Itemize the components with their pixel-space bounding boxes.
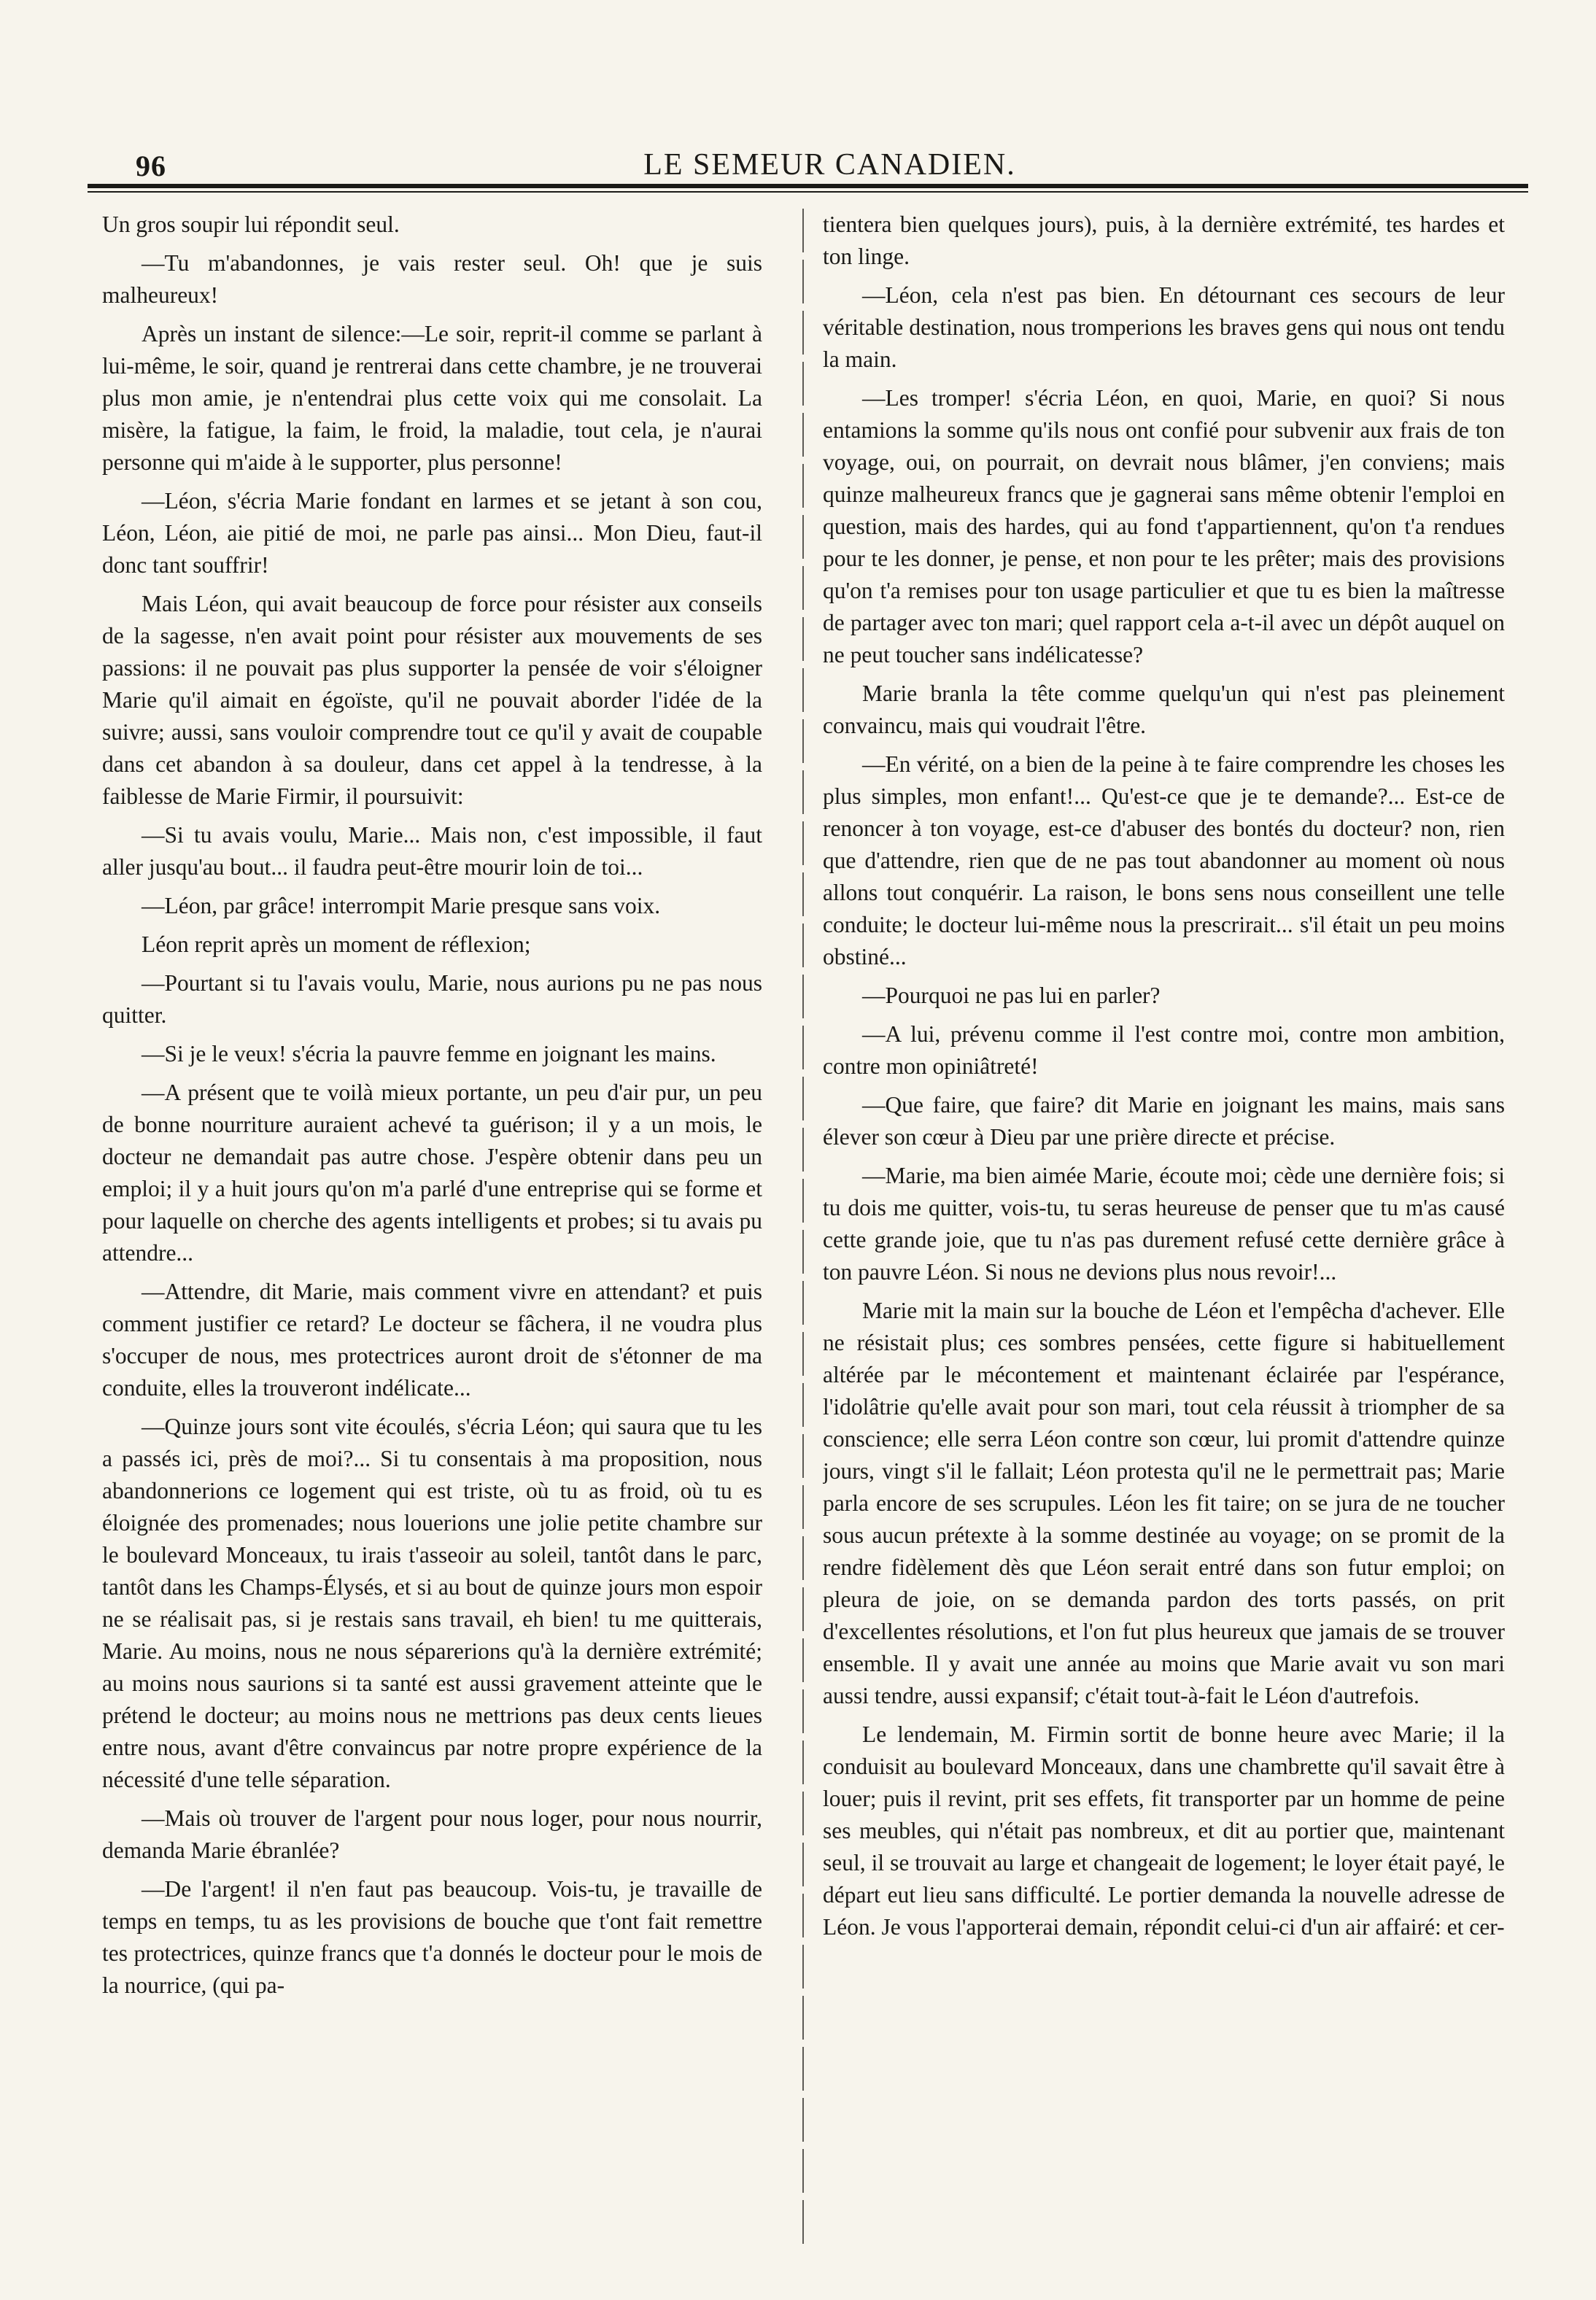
column-divider bbox=[802, 209, 804, 2251]
paragraph: —Léon, cela n'est pas bien. En détournant ces secours de leur véritable destination, nous tromperions les braves gens qui nous ont tendu la main. bbox=[823, 282, 1505, 372]
paragraph: —Les tromper! s'écria Léon, en quoi, Marie, en quoi? Si nous entamions la somme qu'ils nous ont confié pour subvenir aux frais de ton voyage, oui, on pourrait, on devrait nous blâmer, j'en conviens; mais quinze malheureux francs que je gagnerai sans même obtenir l'emploi en question, mais des hardes, qui au fond t'appartiennent, qu'on t'a rendues pour te les donner, je pense, et non pour te les prêter; mais des provisions qu'on t'a remises pour ton usage particulier et que tu es bien la maîtresse de partager avec ton mari; quel rapport cela a-t-il avec un dépôt auquel on ne peut toucher sans indélicatesse? bbox=[823, 385, 1505, 667]
paragraph: —A présent que te voilà mieux portante, un peu d'air pur, un peu de bonne nourriture auraient achevé ta guérison; il y a un mois, le docteur ne demandait pas autre chose. J'espère obtenir dans peu un emploi; il y a huit jours qu'on m'a parlé d'une entreprise qui se forme et pour laquelle on cherche des agents intelligents et probes; si tu avais pu attendre... bbox=[102, 1080, 762, 1266]
paragraph: —Que faire, que faire? dit Marie en joignant les mains, mais sans élever son cœur à Dieu par une prière directe et précise. bbox=[823, 1092, 1505, 1150]
paragraph: —Si je le veux! s'écria la pauvre femme en joignant les mains. bbox=[142, 1041, 716, 1066]
paragraph: —Léon, s'écria Marie fondant en larmes et se jetant à son cou, Léon, Léon, aie pitié de moi, ne parle pas ainsi... Mon Dieu, faut-il donc tant souffrir! bbox=[102, 488, 762, 578]
paragraph: Marie mit la main sur la bouche de Léon et l'empêcha d'achever. Elle ne résistait plus; ces sombres pensées, cette figure si habituellement altérée par le mécontement et maintenant éclairée par l'espérance, l'idolâtrie qu'elle avait pour son mari, tout cela réussit à triompher de sa conscience; elle serra Léon contre son cœur, lui promit d'attendre quinze jours, vingt s'il le fallait; Léon protesta qu'il ne le permettrait pas; Marie parla encore de ses scrupules. Léon les fit taire; on se jura de ne toucher sous aucun prétexte à la somme destinée au voyage; on se promit de la rendre fidèlement dès que Léon serait entré dans son futur emploi; on pleura de joie, on se demanda pardon des torts passés, on prit d'excellentes résolutions, et l'on fut plus heureux que jamais de se trouver ensemble. Il y avait une année au moins que Marie avait vu son mari aussi tendre, aussi expansif; c'était tout-à-fait le Léon d'autrefois. bbox=[823, 1298, 1505, 1708]
paragraph: Un gros soupir lui répondit seul. bbox=[102, 212, 400, 237]
paragraph: —A lui, prévenu comme il l'est contre moi, contre mon ambition, contre mon opiniâtreté! bbox=[823, 1021, 1505, 1079]
paragraph: Mais Léon, qui avait beaucoup de force pour résister aux conseils de la sagesse, n'en avait point pour résister aux mouvements de ses passions: il ne pouvait pas plus supporter la pensée de voir s'éloigner Marie qu'il aimait en égoïste, qu'il ne pouvait aborder l'idée de la suivre; aussi, sans vouloir comprendre tout ce qu'il y avait de coupable dans cet abandon à sa douleur, dans cet appel à la tendresse, à la faiblesse de Marie Firmir, il poursuivit: bbox=[102, 591, 762, 809]
paragraph: Le lendemain, M. Firmin sortit de bonne heure avec Marie; il la conduisit au boulevard Monceaux, dans une chambrette qu'il savait être à louer; puis il revint, prit ses effets, fit transporter par un homme de peine ses meubles, qui n'était pas nombreux, et dit au portier que, maintenant seul, il se trouvait au large et changeait de logement; le loyer était payé, le départ eut lieu sans difficulté. Le portier demanda la nouvelle adresse de Léon. Je vous l'apporterai demain, répondit celui-ci d'un air affairé: et cer- bbox=[823, 1722, 1505, 1940]
paragraph: —Léon, par grâce! interrompit Marie presque sans voix. bbox=[142, 893, 661, 918]
left-column bbox=[102, 209, 762, 2258]
page-header bbox=[131, 123, 1528, 181]
paragraph: —Mais où trouver de l'argent pour nous loger, pour nous nourrir, demanda Marie ébranlée? bbox=[102, 1805, 762, 1863]
paragraph: —Attendre, dit Marie, mais comment vivre en attendant? et puis comment justifier ce retard? Le docteur se fâchera, il ne voudra plus s'occuper de nous, mes protectrices auront droit de s'étonner de ma conduite, elles la trouveront indélicate... bbox=[102, 1279, 762, 1401]
right-column bbox=[823, 209, 1505, 2258]
paragraph: Léon reprit après un moment de réflexion; bbox=[142, 932, 531, 957]
running-title: LE SEMEUR CANADIEN. bbox=[643, 148, 1016, 182]
paragraph: —Marie, ma bien aimée Marie, écoute moi; cède une dernière fois; si tu dois me quitter, vois-tu, tu seras heureuse de penser que tu m'as causé cette grande joie, que tu n'as pas durement refusé cette dernière grâce à ton pauvre Léon. Si nous ne devions plus nous revoir!... bbox=[823, 1163, 1505, 1285]
paragraph: Après un instant de silence:—Le soir, reprit-il comme se parlant à lui-même, le soir, quand je rentrerai dans cette chambre, je ne trouverai plus mon amie, je n'entendrai plus cette voix qui me consolait. La misère, la fatigue, la faim, le froid, la maladie, tout cela, je n'aurai personne qui m'aide à le supporter, plus personne! bbox=[102, 321, 762, 475]
paragraph: —De l'argent! il n'en faut pas beaucoup. Vois-tu, je travaille de temps en temps, tu as les provisions de bouche que t'ont fait remettre tes protectrices, quinze francs que t'a donnés le docteur pour le mois de la nourrice, (qui pa- bbox=[102, 1876, 762, 1998]
paragraph: —Tu m'abandonnes, je vais rester seul. Oh! que je suis malheureux! bbox=[102, 250, 762, 308]
header-rule-thin bbox=[88, 191, 1528, 193]
paragraph: —En vérité, on a bien de la peine à te faire comprendre les choses les plus simples, mon enfant!... Qu'est-ce que je te demande?... Est-ce de renoncer à ton voyage, est-ce d'abuser des bontés du docteur? non, rien que d'attendre, rien que de ne pas tout abandonner au moment où nous allons tout conquérir. La raison, le bons sens nous conseillent une telle conduite; le docteur lui-même nous la prescrirait... s'il était un peu moins obstiné... bbox=[823, 751, 1505, 969]
paragraph: —Si tu avais voulu, Marie... Mais non, c'est impossible, il faut aller jusqu'au bout... il faudra peut-être mourir loin de toi... bbox=[102, 822, 762, 880]
paragraph: —Quinze jours sont vite écoulés, s'écria Léon; qui saura que tu les a passés ici, près de moi?... Si tu consentais à ma proposition, nous abandonnerions ce logement qui est triste, où tu as froid, où tu es éloignée des promenades; nous louerions une jolie petite chambre sur le boulevard Monceaux, tu irais t'asseoir au soleil, tantôt dans le parc, tantôt dans les Champs-Élysés, et si au bout de quinze jours mon espoir ne se réalisait pas, si je restais sans travail, eh bien! tu me quitterais, Marie. Au moins, nous ne nous séparerions qu'à la dernière extrémité; au moins nous saurions si ta santé est aussi gravement atteinte que le prétend le docteur; au moins nous ne mettrions pas deux cents lieues entre nous, avant d'être convaincus par notre propre expérience de la nécessité d'une telle séparation. bbox=[102, 1414, 762, 1792]
paragraph: tientera bien quelques jours), puis, à la dernière extrémité, tes hardes et ton linge. bbox=[823, 212, 1505, 269]
paragraph: —Pourquoi ne pas lui en parler? bbox=[862, 983, 1161, 1008]
paragraph: Marie branla la tête comme quelqu'un qui n'est pas pleinement convaincu, mais qui voudrait l'être. bbox=[823, 681, 1505, 738]
page-number: 96 bbox=[136, 150, 166, 182]
header-rule-thick bbox=[88, 184, 1528, 188]
paragraph: —Pourtant si tu l'avais voulu, Marie, nous aurions pu ne pas nous quitter. bbox=[102, 970, 762, 1028]
